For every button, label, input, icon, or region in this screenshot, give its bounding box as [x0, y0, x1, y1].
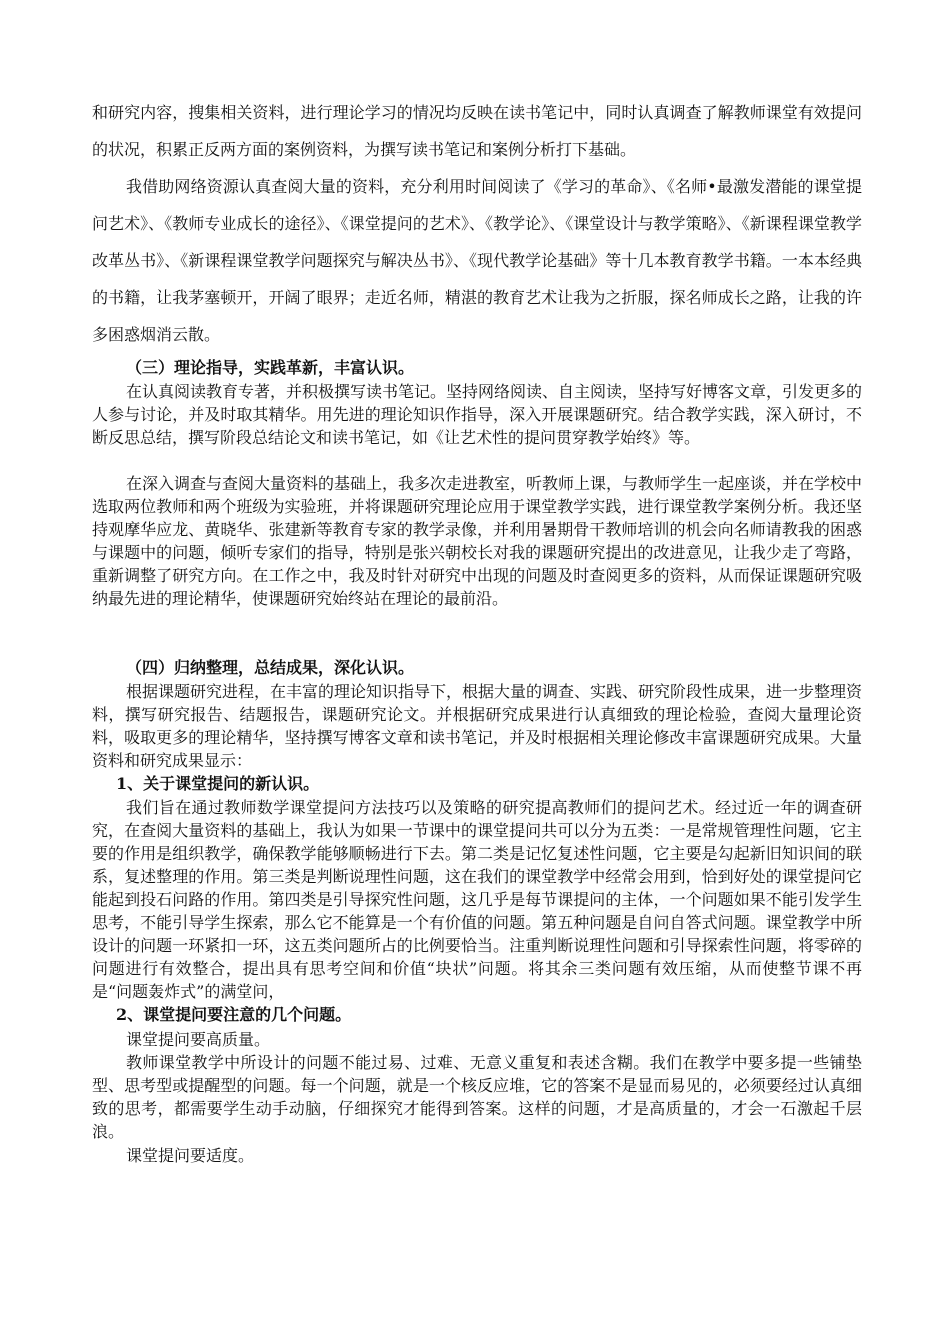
paragraph-question-types: 我们旨在通过教师数学课堂提问方法技巧以及策略的研究提高教师们的提问艺术。经过近一年的调查研究，在查阅大量资料的基础上，我认为如果一节课中的课堂提问共可以分为五类：一是常规管理性问题，它主要的作用是组织教学，确保教学能够顺畅进行下去。第二类是记忆复述性问题，它主要是勾起新旧知识间的联系，复述整理的作用。第三类是判断说理性问题，这在我们的课堂教学中经常会用到，恰到好处的课堂提问它能起到投石问路的作用。第四类是引导探究性问题，这几乎是每节课提问的主体，一个问题如果不能引发学生思考，不能引导学生探索，那么它不能算是一个有价值的问题。第五种问题是自问自答式问题。课堂教学中所设计的问题一环紧扣一环，这五类问题所占的比例要恰当。注重判断说理性问题和引导探索性问题，将零碎的问题进行有效整合，提出具有思考空间和价值“块状”问题。将其余三类问题有效压缩，从而使整节课不再是“问题轰炸式”的满堂问，	[92, 798, 862, 1001]
paragraph-high-quality: 课堂提问要高质量。	[126, 1030, 271, 1049]
subsection-heading-2: 2、课堂提问要注意的几个问题。	[116, 1005, 352, 1024]
paragraph-theory-guidance: 在认真阅读教育专著，并积极撰写读书笔记。坚持网络阅读、自主阅读，坚持写好博客文章，引发更多的人参与讨论，并及时取其精华。用先进的理论知识作指导，深入开展课题研究。结合教学实践，深入研讨，不断反思总结，撰写阶段总结论文和读书笔记，如《让艺术性的提问贯穿教学始终》等。	[92, 382, 863, 447]
paragraph-classroom-practice: 在深入调查与查阅大量资料的基础上，我多次走进教室，听教师上课，与教师学生一起座谈，并在学校中选取两位教师和两个班级为实验班，并将课题研究理论应用于课堂教学实践，进行课堂教学案例分析。我还坚持观摩华应龙、黄晓华、张建新等教育专家的教学录像，并利用暑期骨干教师培训的机会向名师请教我的困惑与课题中的问题，倾听专家们的指导，特别是张兴朝校长对我的课题研究提出的改进意见，让我少走了弯路，重新调整了研究方向。在工作之中，我及时针对研究中出现的问题及时查阅更多的资料，从而保证课题研究吸纳最先进的理论精华，使课题研究始终站在理论的最前沿。	[92, 474, 863, 608]
paragraph-moderation: 课堂提问要适度。	[126, 1146, 255, 1165]
section-heading-4: （四）归纳整理，总结成果，深化认识。	[126, 658, 415, 677]
paragraph-reading-list: 我借助网络资源认真查阅大量的资料，充分利用时间阅读了《学习的革命》、《名师•最激发潜能的课堂提问艺术》、《教师专业成长的途径》、《课堂提问的艺术》、《教学论》、《课堂设计与教学策略》、《新课程课堂教学改革丛书》、《新课程课堂教学问题探究与解决丛书》、《现代教学论基础》等十几本教育教学书籍。一本本经典的书籍，让我茅塞顿开，开阔了眼界；走近名师，精湛的教育艺术让我为之折服，探名师成长之路，让我的许多困惑烟消云散。	[92, 177, 862, 344]
paragraph-question-design: 教师课堂教学中所设计的问题不能过易、过难、无意义重复和表述含糊。我们在教学中要多提一些铺垫型、思考型或提醒型的问题。每一个问题，就是一个核反应堆，它的答案不是显而易见的，必须要经过认真细致的思考，都需要学生动手动脑，仔细探究才能得到答案。这样的问题，才是高质量的，才会一石激起千层浪。	[92, 1053, 862, 1141]
paragraph-summary: 根据课题研究进程，在丰富的理论知识指导下，根据大量的调查、实践、研究阶段性成果，进一步整理资料，撰写研究报告、结题报告，课题研究论文。并根据研究成果进行认真细致的理论检验，查阅大量理论资料，吸取更多的理论精华，坚持撰写博客文章和读书笔记，并及时根据相关理论修改丰富课题研究成果。大量资料和研究成果显示：	[92, 682, 863, 770]
paragraph-research-content: 和研究内容，搜集相关资料，进行理论学习的情况均反映在读书笔记中，同时认真调查了解教师课堂有效提问的状况，积累正反两方面的案例资料，为撰写读书笔记和案例分析打下基础。	[92, 103, 862, 159]
subsection-heading-1: 1、关于课堂提问的新认识。	[116, 774, 320, 793]
section-heading-3: （三）理论指导，实践革新，丰富认识。	[126, 358, 415, 377]
